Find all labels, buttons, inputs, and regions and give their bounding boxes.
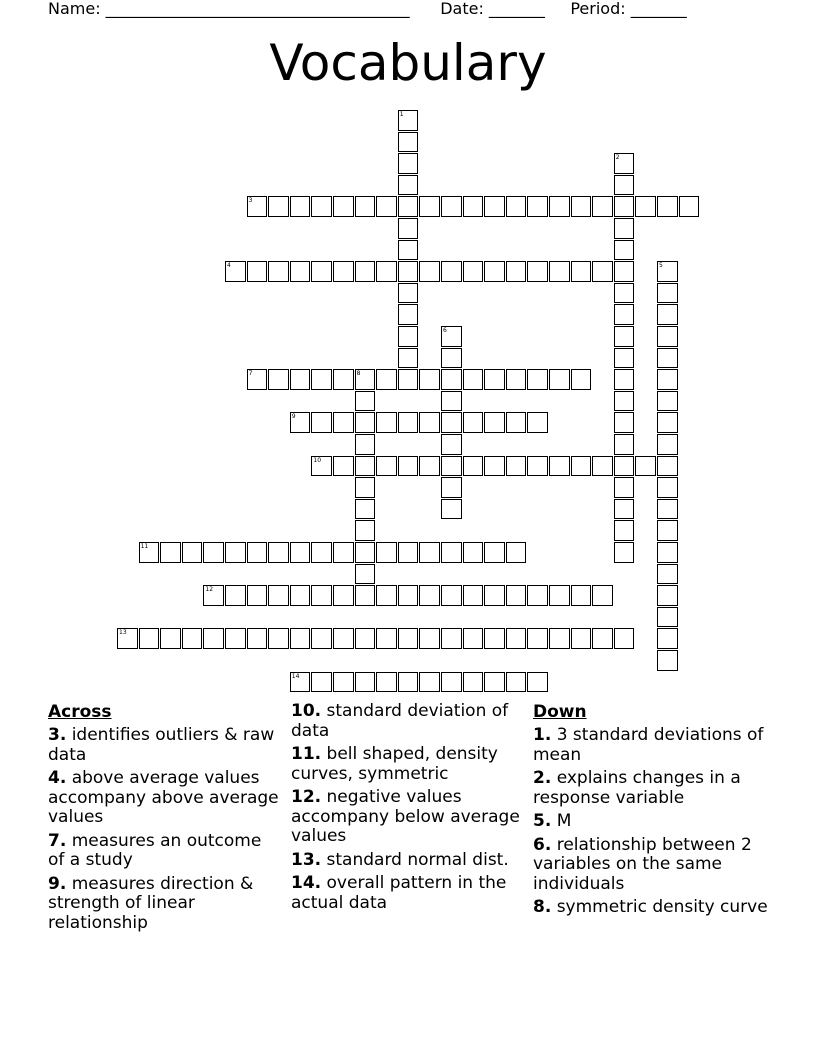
grid-cell[interactable] (441, 456, 462, 477)
grid-cell[interactable] (657, 283, 678, 304)
grid-cell[interactable] (614, 175, 635, 196)
grid-cell[interactable] (506, 456, 527, 477)
grid-cell[interactable] (657, 520, 678, 541)
grid-cell[interactable] (527, 672, 548, 693)
grid-cell-number: 2 (615, 154, 620, 162)
grid-cell[interactable] (225, 628, 246, 649)
grid-cell[interactable] (355, 391, 376, 412)
grid-cell[interactable] (614, 456, 635, 477)
grid-cell[interactable] (419, 456, 440, 477)
grid-cell[interactable] (139, 628, 160, 649)
grid-cell-number: 3 (248, 197, 253, 205)
grid-cell[interactable] (614, 369, 635, 390)
grid-cell[interactable] (614, 196, 635, 217)
grid-cell[interactable] (376, 412, 397, 433)
grid-cell[interactable] (355, 477, 376, 498)
grid-cell[interactable] (398, 542, 419, 563)
grid-cell[interactable] (484, 628, 505, 649)
clue-number: 4. (48, 768, 67, 788)
grid-cell[interactable] (614, 218, 635, 239)
grid-cell[interactable] (657, 196, 678, 217)
grid-cell[interactable] (225, 585, 246, 606)
grid-cell[interactable] (355, 628, 376, 649)
grid-cell[interactable] (117, 628, 138, 649)
clue-text: standard deviation of data (291, 701, 509, 741)
grid-cell[interactable] (376, 261, 397, 282)
grid-cell[interactable] (376, 628, 397, 649)
grid-cell[interactable] (506, 628, 527, 649)
grid-cell[interactable] (657, 391, 678, 412)
grid-cell[interactable] (527, 261, 548, 282)
grid-cell[interactable] (355, 672, 376, 693)
grid-cell[interactable] (225, 261, 246, 282)
clue-across-13 (291, 851, 523, 871)
grid-cell-number: 7 (248, 370, 253, 378)
grid-cell[interactable] (355, 434, 376, 455)
grid-cell[interactable] (614, 348, 635, 369)
grid-cell[interactable] (441, 391, 462, 412)
grid-cell[interactable] (441, 348, 462, 369)
clue-text: bell shaped, density curves, symmetric (291, 744, 498, 784)
grid-cell[interactable] (419, 196, 440, 217)
clue-text: explains changes in a response variable (533, 768, 741, 808)
grid-cell[interactable] (398, 456, 419, 477)
grid-cell[interactable] (160, 628, 181, 649)
clue-across-10 (291, 702, 523, 741)
grid-cell[interactable] (614, 477, 635, 498)
clue-number: 7. (48, 830, 67, 851)
down-heading: Down (533, 702, 587, 722)
clue-text: overall pattern in the actual data (291, 873, 507, 913)
grid-cell-number: 10 (313, 456, 322, 464)
grid-cell[interactable] (419, 369, 440, 390)
grid-cell[interactable] (614, 412, 635, 433)
grid-cell[interactable] (355, 261, 376, 282)
grid-cell[interactable] (506, 542, 527, 563)
grid-cell[interactable] (614, 153, 635, 174)
grid-cell-number: 9 (291, 413, 296, 421)
grid-cell[interactable] (657, 434, 678, 455)
clue-text: identifies outliers & raw data (48, 725, 275, 765)
grid-cell[interactable] (376, 196, 397, 217)
grid-cell[interactable] (657, 499, 678, 520)
grid-cell[interactable] (657, 628, 678, 649)
grid-cell[interactable] (311, 369, 332, 390)
grid-cell[interactable] (225, 542, 246, 563)
grid-cell[interactable] (527, 456, 548, 477)
clue-text: standard normal dist. (321, 849, 509, 870)
grid-cell[interactable] (463, 261, 484, 282)
grid-cell[interactable] (398, 283, 419, 304)
grid-cell[interactable] (463, 672, 484, 693)
clue-number: 12. (291, 787, 322, 807)
grid-cell[interactable] (614, 434, 635, 455)
grid-cell[interactable] (333, 628, 354, 649)
grid-cell[interactable] (355, 412, 376, 433)
grid-cell[interactable] (333, 456, 354, 477)
grid-cell[interactable] (419, 672, 440, 693)
grid-cell[interactable] (398, 585, 419, 606)
grid-cell[interactable] (657, 542, 678, 563)
grid-cell[interactable] (592, 456, 613, 477)
grid-cell[interactable] (441, 499, 462, 520)
clue-down-2 (533, 769, 773, 808)
grid-cell[interactable] (463, 456, 484, 477)
clue-text: relationship between 2 variables on the same individuals (533, 834, 752, 894)
grid-cell[interactable] (549, 369, 570, 390)
grid-cell[interactable] (527, 196, 548, 217)
grid-cell[interactable] (247, 369, 268, 390)
clue-across-12 (291, 788, 523, 847)
grid-cell[interactable] (203, 628, 224, 649)
down-clues-column (533, 702, 773, 922)
grid-cell[interactable] (182, 542, 203, 563)
grid-cell-number: 4 (227, 262, 231, 270)
grid-cell[interactable] (247, 196, 268, 217)
grid-cell[interactable] (398, 175, 419, 196)
grid-cell[interactable] (484, 456, 505, 477)
grid-cell[interactable] (398, 369, 419, 390)
grid-cell[interactable] (355, 456, 376, 477)
grid-cell[interactable] (268, 542, 289, 563)
grid-cell[interactable] (311, 628, 332, 649)
grid-cell[interactable] (635, 456, 656, 477)
grid-cell[interactable] (376, 369, 397, 390)
grid-cell[interactable] (657, 650, 678, 671)
grid-cell-number: 8 (356, 370, 361, 378)
grid-cell[interactable] (614, 391, 635, 412)
grid-cell[interactable] (398, 153, 419, 174)
grid-cell[interactable] (463, 585, 484, 606)
clue-number: 10. (291, 701, 322, 721)
name-date-period-line: Name: ______________________________________ Date: _______ Period: _______ (48, 0, 687, 18)
clue-text: measures an outcome of a study (48, 830, 262, 870)
clue-text: measures direction & strength of linear relationship (48, 873, 254, 933)
grid-cell[interactable] (484, 412, 505, 433)
grid-cell[interactable] (657, 261, 678, 282)
grid-cell[interactable] (311, 585, 332, 606)
grid-cell[interactable] (398, 412, 419, 433)
grid-cell[interactable] (419, 412, 440, 433)
grid-cell[interactable] (657, 369, 678, 390)
grid-cell[interactable] (441, 628, 462, 649)
clue-across-4 (48, 769, 280, 828)
grid-cell[interactable] (290, 369, 311, 390)
clue-number: 3. (48, 725, 67, 745)
grid-cell[interactable] (657, 585, 678, 606)
grid-cell[interactable] (657, 477, 678, 498)
grid-cell[interactable] (592, 628, 613, 649)
grid-cell[interactable] (484, 542, 505, 563)
across-clues-continued-column (291, 702, 523, 917)
clue-down-5 (533, 812, 773, 832)
grid-cell[interactable] (484, 585, 505, 606)
grid-cell[interactable] (506, 369, 527, 390)
grid-cell[interactable] (614, 240, 635, 261)
clue-number: 11. (291, 744, 322, 764)
grid-cell[interactable] (592, 585, 613, 606)
clue-down-8 (533, 898, 773, 918)
grid-cell-number: 12 (205, 586, 214, 594)
grid-cell[interactable] (657, 412, 678, 433)
grid-cell-number: 11 (140, 543, 149, 550)
grid-cell[interactable] (311, 672, 332, 693)
clue-across-3 (48, 726, 280, 765)
grid-cell[interactable] (571, 261, 592, 282)
grid-cell[interactable] (592, 196, 613, 217)
puzzle-title: Vocabulary (269, 34, 547, 92)
grid-cell[interactable] (592, 261, 613, 282)
grid-cell[interactable] (549, 628, 570, 649)
grid-cell[interactable] (290, 412, 311, 433)
grid-cell[interactable] (463, 196, 484, 217)
grid-cell[interactable] (614, 542, 635, 563)
grid-cell[interactable] (506, 585, 527, 606)
grid-cell[interactable] (182, 628, 203, 649)
clue-number: 9. (48, 873, 67, 894)
grid-cell[interactable] (549, 585, 570, 606)
grid-cell[interactable] (614, 261, 635, 282)
grid-cell[interactable] (441, 477, 462, 498)
grid-cell[interactable] (506, 261, 527, 282)
grid-cell[interactable] (311, 196, 332, 217)
grid-cell-number: 1 (399, 111, 404, 118)
grid-cell-number: 13 (119, 629, 127, 637)
grid-cell[interactable] (290, 196, 311, 217)
grid-cell[interactable] (398, 261, 419, 282)
grid-cell[interactable] (571, 585, 592, 606)
grid-cell[interactable] (247, 542, 268, 563)
grid-cell[interactable] (333, 542, 354, 563)
clue-text: above average values accompany above average values (48, 768, 279, 827)
grid-cell[interactable] (355, 585, 376, 606)
grid-cell[interactable] (419, 261, 440, 282)
clue-down-1 (533, 726, 773, 765)
grid-cell[interactable] (398, 348, 419, 369)
clue-down-6 (533, 836, 773, 895)
grid-cell[interactable] (355, 520, 376, 541)
grid-cell[interactable] (203, 585, 224, 606)
clue-text: M (551, 811, 572, 831)
grid-cell[interactable] (614, 304, 635, 325)
clue-number: 1. (533, 725, 552, 745)
grid-cell[interactable] (441, 434, 462, 455)
grid-cell[interactable] (549, 456, 570, 477)
grid-cell-number: 14 (291, 672, 300, 680)
clue-text: 3 standard deviations of mean (533, 725, 764, 765)
grid-cell[interactable] (376, 585, 397, 606)
grid-cell[interactable] (571, 628, 592, 649)
grid-cell[interactable] (247, 585, 268, 606)
grid-cell[interactable] (657, 326, 678, 347)
clue-across-7 (48, 832, 280, 871)
grid-cell[interactable] (614, 628, 635, 649)
grid-cell[interactable] (376, 456, 397, 477)
grid-cell[interactable] (484, 369, 505, 390)
grid-cell[interactable] (527, 369, 548, 390)
grid-cell[interactable] (506, 672, 527, 693)
clue-number: 8. (533, 897, 552, 917)
clue-across-9 (48, 875, 280, 934)
grid-cell[interactable] (355, 499, 376, 520)
grid-cell[interactable] (657, 564, 678, 585)
grid-cell[interactable] (549, 196, 570, 217)
grid-cell[interactable] (463, 369, 484, 390)
grid-cell[interactable] (463, 412, 484, 433)
grid-cell[interactable] (333, 585, 354, 606)
grid-cell[interactable] (527, 412, 548, 433)
across-clues-column (48, 702, 280, 937)
grid-cell[interactable] (614, 499, 635, 520)
grid-cell[interactable] (463, 542, 484, 563)
clue-number: 6. (533, 834, 552, 855)
grid-cell[interactable] (333, 196, 354, 217)
grid-cell[interactable] (290, 585, 311, 606)
grid-cell[interactable] (290, 261, 311, 282)
grid-cell[interactable] (657, 348, 678, 369)
grid-cell[interactable] (398, 196, 419, 217)
grid-cell[interactable] (398, 218, 419, 239)
grid-cell[interactable] (398, 304, 419, 325)
grid-cell[interactable] (355, 564, 376, 585)
grid-cell[interactable] (419, 585, 440, 606)
grid-cell[interactable] (247, 261, 268, 282)
grid-cell[interactable] (614, 326, 635, 347)
grid-cell[interactable] (571, 456, 592, 477)
grid-cell[interactable] (463, 628, 484, 649)
clue-number: 13. (291, 849, 322, 870)
grid-cell[interactable] (311, 456, 332, 477)
grid-cell[interactable] (311, 261, 332, 282)
grid-cell[interactable] (419, 542, 440, 563)
grid-cell[interactable] (527, 585, 548, 606)
grid-cell[interactable] (614, 283, 635, 304)
clue-number: 5. (533, 811, 552, 831)
grid-cell[interactable] (268, 369, 289, 390)
grid-cell[interactable] (657, 607, 678, 628)
grid-cell[interactable] (139, 542, 160, 563)
clue-number: 14. (291, 873, 322, 893)
grid-cell[interactable] (333, 369, 354, 390)
grid-cell[interactable] (657, 304, 678, 325)
grid-cell[interactable] (527, 628, 548, 649)
grid-cell[interactable] (614, 520, 635, 541)
grid-cell[interactable] (635, 196, 656, 217)
grid-cell[interactable] (398, 110, 419, 131)
grid-cell[interactable] (333, 261, 354, 282)
grid-cell[interactable] (441, 369, 462, 390)
grid-cell[interactable] (657, 456, 678, 477)
grid-cell-number: 6 (443, 327, 447, 334)
grid-cell[interactable] (355, 542, 376, 563)
grid-cell[interactable] (355, 196, 376, 217)
grid-cell[interactable] (441, 412, 462, 433)
grid-cell[interactable] (376, 672, 397, 693)
clue-text: negative values accompany below average values (291, 787, 520, 846)
grid-cell[interactable] (160, 542, 181, 563)
grid-cell[interactable] (441, 261, 462, 282)
grid-cell[interactable] (247, 628, 268, 649)
grid-cell[interactable] (333, 412, 354, 433)
grid-cell[interactable] (419, 628, 440, 649)
grid-cell[interactable] (506, 412, 527, 433)
grid-cell[interactable] (571, 196, 592, 217)
grid-cell[interactable] (268, 196, 289, 217)
clue-number: 2. (533, 768, 552, 788)
clue-text: symmetric density curve (551, 897, 768, 917)
grid-cell[interactable] (506, 196, 527, 217)
grid-cell[interactable] (290, 542, 311, 563)
grid-cell[interactable] (441, 542, 462, 563)
grid-cell[interactable] (441, 585, 462, 606)
grid-cell[interactable] (333, 672, 354, 693)
grid-cell[interactable] (398, 240, 419, 261)
grid-cell[interactable] (398, 672, 419, 693)
grid-cell[interactable] (398, 628, 419, 649)
grid-cell[interactable] (484, 261, 505, 282)
grid-cell[interactable] (355, 369, 376, 390)
grid-cell[interactable] (203, 542, 224, 563)
grid-cell[interactable] (290, 628, 311, 649)
grid-cell[interactable] (484, 672, 505, 693)
grid-cell[interactable] (290, 672, 311, 693)
grid-cell[interactable] (679, 196, 700, 217)
grid-cell[interactable] (311, 412, 332, 433)
grid-cell[interactable] (441, 326, 462, 347)
grid-cell[interactable] (311, 542, 332, 563)
grid-cell[interactable] (398, 132, 419, 153)
grid-cell[interactable] (268, 628, 289, 649)
grid-cell[interactable] (268, 261, 289, 282)
grid-cell[interactable] (484, 196, 505, 217)
grid-cell[interactable] (268, 585, 289, 606)
grid-cell[interactable] (549, 261, 570, 282)
grid-cell[interactable] (441, 196, 462, 217)
clue-across-11 (291, 745, 523, 784)
grid-cell[interactable] (571, 369, 592, 390)
across-heading: Across (48, 702, 112, 722)
grid-cell[interactable] (441, 672, 462, 693)
grid-cell-number: 5 (659, 262, 663, 270)
grid-cell[interactable] (376, 542, 397, 563)
clue-across-14 (291, 874, 523, 913)
grid-cell[interactable] (398, 326, 419, 347)
